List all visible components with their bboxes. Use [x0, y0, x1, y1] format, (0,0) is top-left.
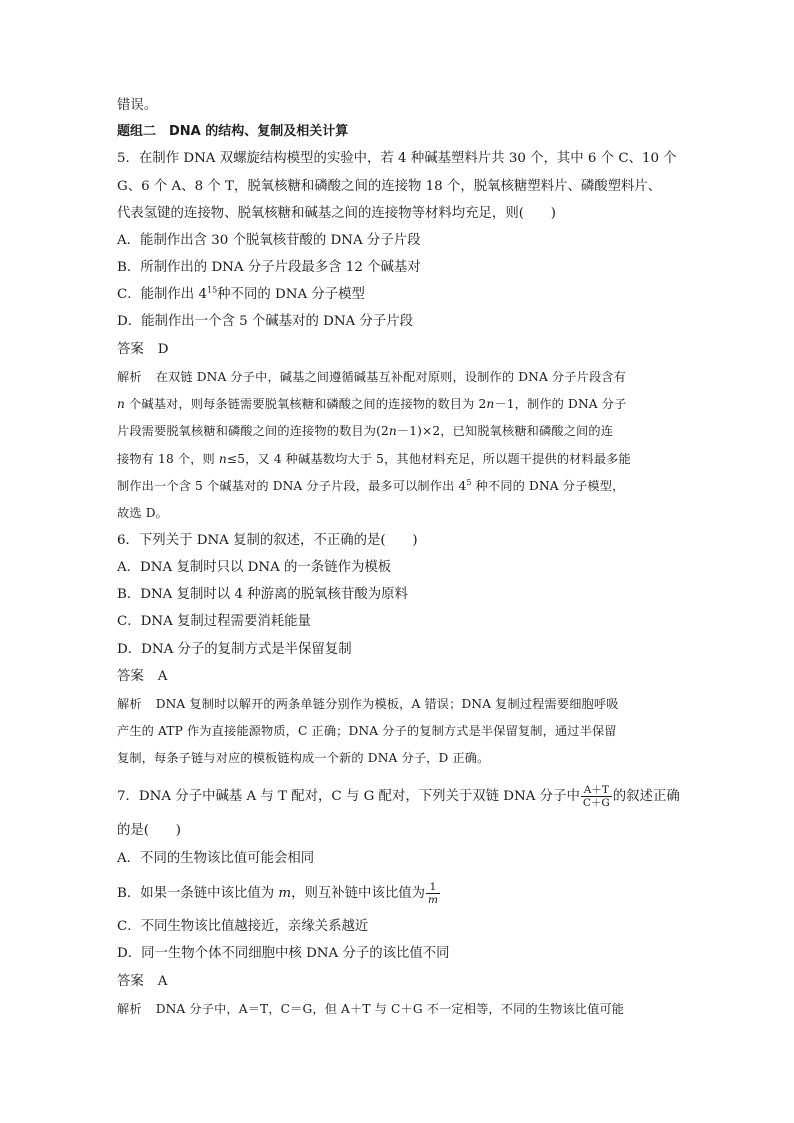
- q5-explanation-line-4: 接物有 18 个，则 n≤5，又 4 种碱基数均大于 5，其他材料充足，所以题干提供的材料最多能: [117, 452, 631, 466]
- q5-option-b: B．所制作出的 DNA 分子片段最多含 12 个碱基对: [117, 260, 421, 275]
- q6-option-a: A．DNA 复制时只以 DNA 的一条链作为模板: [117, 560, 392, 575]
- q6-stem: 6．下列关于 DNA 复制的叙述，不正确的是( ): [117, 533, 418, 548]
- q5-explanation-line-5: 制作出一个含 5 个碱基对的 DNA 分子片段，最多可以制作出 $4^5$ 种不同的 DNA 分子模型，: [117, 477, 625, 493]
- q5-stem-line-3: 代表氢键的连接物、脱氧核糖和碱基之间的连接物等材料均充足，则( ): [117, 206, 556, 221]
- q5-answer: [117, 340, 683, 360]
- q7-option-a: A．不同的生物该比值可能会相同: [117, 851, 315, 866]
- answer-label: 答案: [117, 669, 144, 684]
- q7-explanation-line-1: 解析 DNA 分子中，A＝T，C＝G，但 A＋T 与 C＋G 不一定相等，不同的生物该比值可能: [117, 1002, 625, 1016]
- continued-text: 错误。: [117, 98, 158, 113]
- q6-explanation-line-2: 产生的 ATP 作为直接能源物质，C 正确；DNA 分子的复制方式是半保留复制，通过半保留: [117, 724, 617, 738]
- q5-explanation-line-3: 片段需要脱氧核糖和磷酸之间的连接物的数目为(2n－1)×2，已知脱氧核糖和磷酸之间的连: [117, 424, 614, 438]
- q6-option-b: B．DNA 复制时以 4 种游离的脱氧核苷酸为原料: [117, 587, 408, 602]
- q5-option-c: C．能制作出 $4^{15}$种不同的 DNA 分子模型: [117, 285, 365, 302]
- q5-explanation-line-2: n 个碱基对，则每条链需要脱氧核糖和磷酸之间的连接物的数目为 2n－1，制作的 DNA 分子: [117, 397, 627, 411]
- answer-value: A: [157, 669, 168, 684]
- reciprocal-fraction: $\frac{1}{m}$: [428, 881, 438, 906]
- q6-answer: [117, 667, 683, 687]
- explanation-label: 解析: [117, 370, 142, 384]
- ratio-fraction: $\frac{A+T}{C+G}$: [582, 784, 610, 809]
- exponent: 5: [466, 477, 472, 487]
- q7-stem-line-2: 的是( ): [117, 823, 182, 838]
- q5-explanation-line-1: 解析 在双链 DNA 分子中，碱基之间遵循碱基互补配对原则，设制作的 DNA 分子片段含有: [117, 370, 626, 384]
- q5-option-d: D．能制作出一个含 5 个碱基对的 DNA 分子片段: [117, 314, 414, 329]
- explanation-label: 解析: [117, 697, 142, 711]
- answer-value: D: [157, 342, 169, 357]
- q7-option-b: B．如果一条链中该比值为 m，则互补链中该比值为 $\frac{1}{m}$: [117, 881, 438, 906]
- q6-option-c: C．DNA 复制过程需要消耗能量: [117, 614, 311, 629]
- q5-stem-line-1: 5．在制作 DNA 双螺旋结构模型的实验中，若 4 种碱基塑料片共 30 个，其中 6 个 C、10 个: [117, 151, 677, 166]
- explanation-label: 解析: [117, 1002, 142, 1016]
- q6-option-d: D．DNA 分子的复制方式是半保留复制: [117, 642, 352, 657]
- answer-label: 答案: [117, 974, 144, 989]
- q7-option-d: D．同一生物个体不同细胞中核 DNA 分子的该比值不同: [117, 946, 450, 961]
- section-heading: 题组二 DNA 的结构、复制及相关计算: [117, 124, 349, 139]
- q5-explanation-line-6: 故选 D。: [117, 506, 168, 520]
- q6-explanation-line-1: 解析 DNA 复制时以解开的两条单链分别作为模板，A 错误；DNA 复制过程需要细胞呼吸: [117, 697, 619, 711]
- answer-label: 答案: [117, 342, 144, 357]
- q5-option-a: A．能制作出含 30 个脱氧核苷酸的 DNA 分子片段: [117, 233, 421, 248]
- q5-stem-line-2: G、6 个 A、8 个 T，脱氧核糖和磷酸之间的连接物 18 个，脱氧核糖塑料片、磷酸塑料片、: [117, 179, 662, 194]
- exponent: 15: [206, 285, 218, 295]
- q7-stem-line-1: 7．DNA 分子中碱基 A 与 T 配对，C 与 G 配对，下列关于双链 DNA 分子中 $\frac{A+T}{C+G}$ 的叙述正确: [117, 784, 680, 809]
- q6-explanation-line-3: 复制，每条子链与对应的模板链构成一个新的 DNA 分子，D 正确。: [117, 751, 490, 765]
- q7-answer: [117, 972, 683, 992]
- answer-value: A: [157, 974, 168, 989]
- q7-option-c: C．不同生物该比值越接近，亲缘关系越近: [117, 919, 369, 934]
